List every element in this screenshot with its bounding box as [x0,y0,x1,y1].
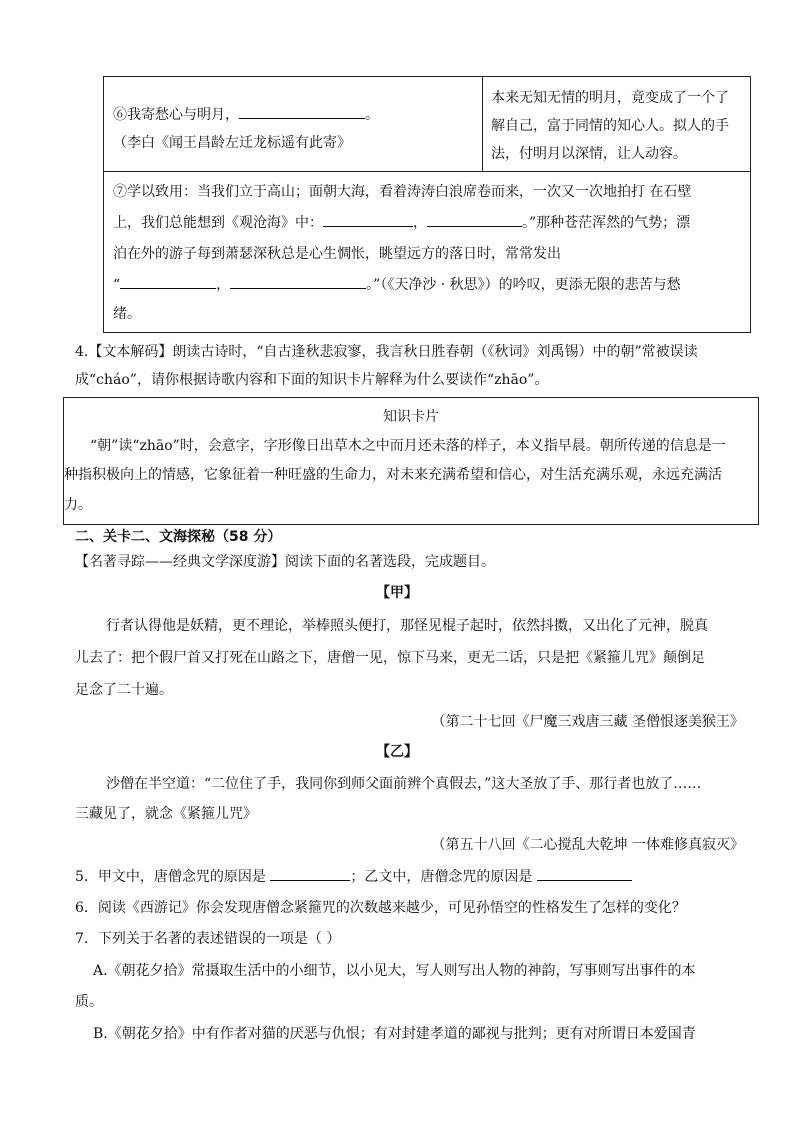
answer-blank-6[interactable] [239,104,365,119]
poetry-fill-table [103,76,751,333]
knowledge-card-title: 知识卡片 [383,409,439,425]
answer-blank-5a[interactable] [270,866,350,881]
question-7-line-1: ⑦学以致用：当我们立于高山；面朝大海，看着涛涛白浪席卷而来，一次又一次地拍打 在石壁 [113,184,692,200]
annotation-line-3: 法，付明月以深情，让人动容。 [491,146,687,162]
passage-yi-line-2: 三藏见了，就念《紧箍儿咒》 [75,806,257,822]
question-7-line-3: 泊在外的游子每到萧瑟深秋总是心生惆怅，眺望远方的落日时，常常发出 [113,246,561,262]
question-7-line-2-text: 上，我们总能想到《观沧海》中： [113,215,323,231]
question-6-suffix: 。 [365,107,379,123]
question-4-line-1: 4.【文本解码】朗读古诗时，“自古逢秋悲寂寥，我言秋日胜春朝（《秋词》刘禹锡）中的朝”常被误读 [75,344,698,360]
question-7: 7．下列关于名著的表述错误的一项是（ ） [75,931,341,947]
option-a-line-2: 质。 [75,994,103,1010]
answer-blank-7b[interactable] [427,212,522,227]
open-quote: “ [113,277,121,293]
passage-jia-source: （第二十七回《尸魔三戏唐三藏 圣僧恨逐美猴王》 [431,714,744,730]
question-6: 6．阅读《西游记》你会发现唐僧念紧箍咒的次数越来越少，可见孙悟空的性格发生了怎样的变化？ [75,900,686,916]
passage-yi-label: 【乙】 [376,744,418,760]
section-2-intro: 【名著寻踪——经典文学深度游】阅读下面的名著选段，完成题目。 [75,554,495,570]
annotation-line-1: 本来无知无情的明月，竟变成了一个了 [491,90,729,106]
knowledge-card-line-3: 力。 [64,497,92,513]
question-6-prefix: ⑥我寄愁心与明月， [113,107,239,123]
passage-jia-line-2: 儿去了：把个假尸首又打死在山路之下，唐僧一见，惊下马来，更无二话，只是把《紧箍儿咒》颠倒足 [75,650,705,666]
answer-blank-7a[interactable] [323,212,413,227]
knowledge-card-line-1: “朝”读“zhāo”时，会意字，字形像日出草木之中而月还未落的样子，本义指早晨。朝所传递的信息是一 [90,438,726,454]
question-7-line-2-end: 。”那种苍茫浑然的气势；漂 [522,215,691,231]
question-4-line-2: 成“cháo”，请你根据诗歌内容和下面的知识卡片解释为什么要读作“zhāo”。 [75,372,549,388]
question-7-line-4 [113,274,681,294]
question-7-line-2 [113,212,690,232]
passage-jia-line-1: 行者认得他是妖精，更不理论，举棒照头便打，那怪见棍子起时，依然抖擞，又出化了元神，脱真 [106,618,708,634]
passage-yi-source: （第五十八回《二心搅乱大乾坤 一体难修真寂灭》 [431,837,744,853]
question-7-line-4-end: 。”（《天净沙 · 秋思》）的吟叹，更添无限的悲苦与愁 [366,277,681,293]
question-5 [75,866,632,886]
passage-yi-line-1: 沙僧在半空道：“二位住了手，我同你到师父面前辨个真假去，”这大圣放了手、那行者也放了…… [106,776,702,792]
answer-blank-7d[interactable] [230,274,366,289]
answer-blank-5b[interactable] [537,866,632,881]
question-5-part-a: 5．甲文中，唐僧念咒的原因是 [75,869,266,885]
question-6-source: （李白《闻王昌龄左迁龙标遥有此寄》 [113,135,351,151]
comma: ， [413,215,427,231]
annotation-line-2: 解自己，富于同情的知心人。拟人的手 [491,118,729,134]
question-5-part-b: ；乙文中，唐僧念咒的原因是 [350,869,533,885]
question-6-line [113,104,379,124]
section-2-heading: 二、关卡二、文海探秘（58 分） [75,529,282,545]
question-7-line-5: 绪。 [113,306,141,322]
passage-jia-label: 【甲】 [376,585,418,601]
comma: ， [216,277,231,293]
passage-jia-line-3: 足念了二十遍。 [75,682,173,698]
knowledge-card-line-2: 种指积极向上的情感，它象征着一种旺盛的生命力，对未来充满希望和信心，对生活充满乐观，永远充满活 [64,467,722,483]
knowledge-card [63,397,759,525]
option-b-line-1[interactable]: B.《朝花夕拾》中有作者对猫的厌恶与仇恨；有对封建孝道的鄙视与批判；更有对所谓日本爱国青 [93,1026,696,1042]
answer-blank-7c[interactable] [120,274,216,289]
option-a-line-1[interactable]: A.《朝花夕拾》常摄取生活中的小细节，以小见大，写人则写出人物的神韵，写事则写出事件的本 [93,963,696,979]
